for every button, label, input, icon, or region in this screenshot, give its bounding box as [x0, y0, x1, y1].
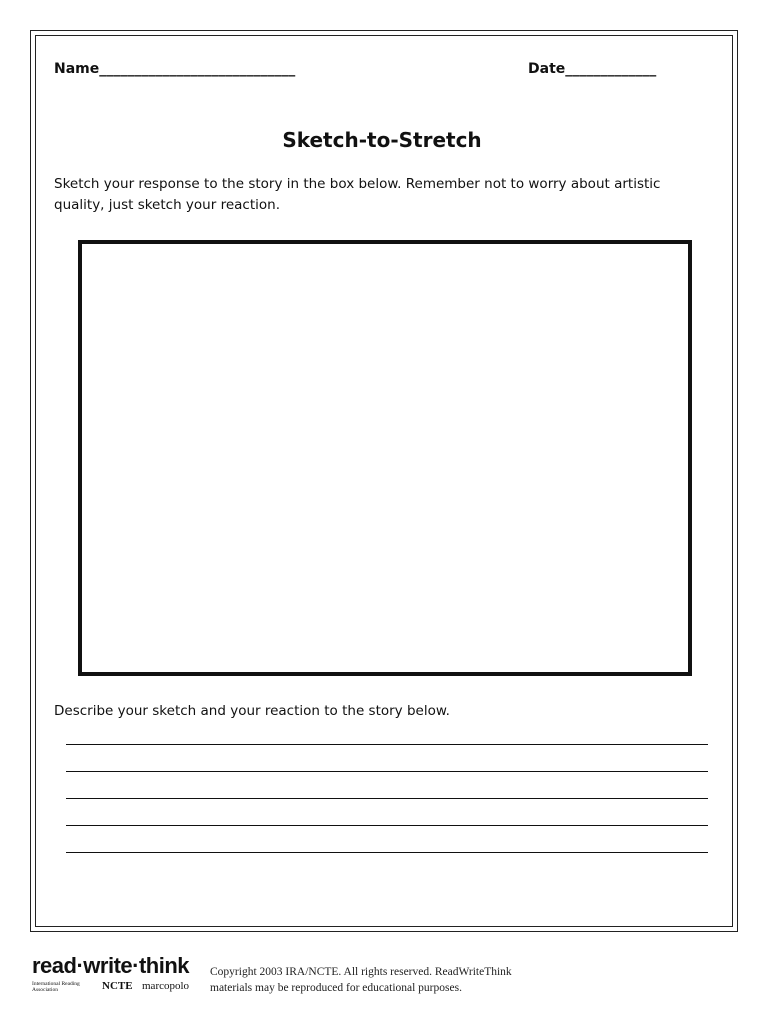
ira-logo: International Reading Association: [32, 981, 80, 993]
name-field-label: Name____________________________: [54, 61, 296, 77]
writing-line[interactable]: [66, 852, 708, 853]
writing-line[interactable]: [66, 825, 708, 826]
ncte-logo: NCTE: [102, 980, 133, 992]
writing-line[interactable]: [66, 771, 708, 772]
date-field-label: Date_____________: [528, 61, 657, 77]
writing-line[interactable]: [66, 798, 708, 799]
readwritethink-logo: [32, 953, 192, 997]
page-title: Sketch-to-Stretch: [282, 128, 482, 152]
marcopolo-logo: marcopolo: [142, 980, 190, 992]
copyright-line-1: Copyright 2003 IRA/NCTE. All rights reserved. ReadWriteThink: [210, 966, 512, 978]
describe-prompt: Describe your sketch and your reaction to the story below.: [54, 703, 450, 719]
writing-line[interactable]: [66, 744, 708, 745]
logo-wordmark: read·write·think: [32, 953, 190, 978]
copyright-line-2: materials may be reproduced for educational purposes.: [210, 982, 462, 994]
sketch-instructions: Sketch your response to the story in the box below. Remember not to worry about artistic quality, just sketch your reaction.: [54, 176, 661, 213]
sketch-box[interactable]: [78, 240, 692, 676]
copyright-notice: [210, 964, 630, 996]
